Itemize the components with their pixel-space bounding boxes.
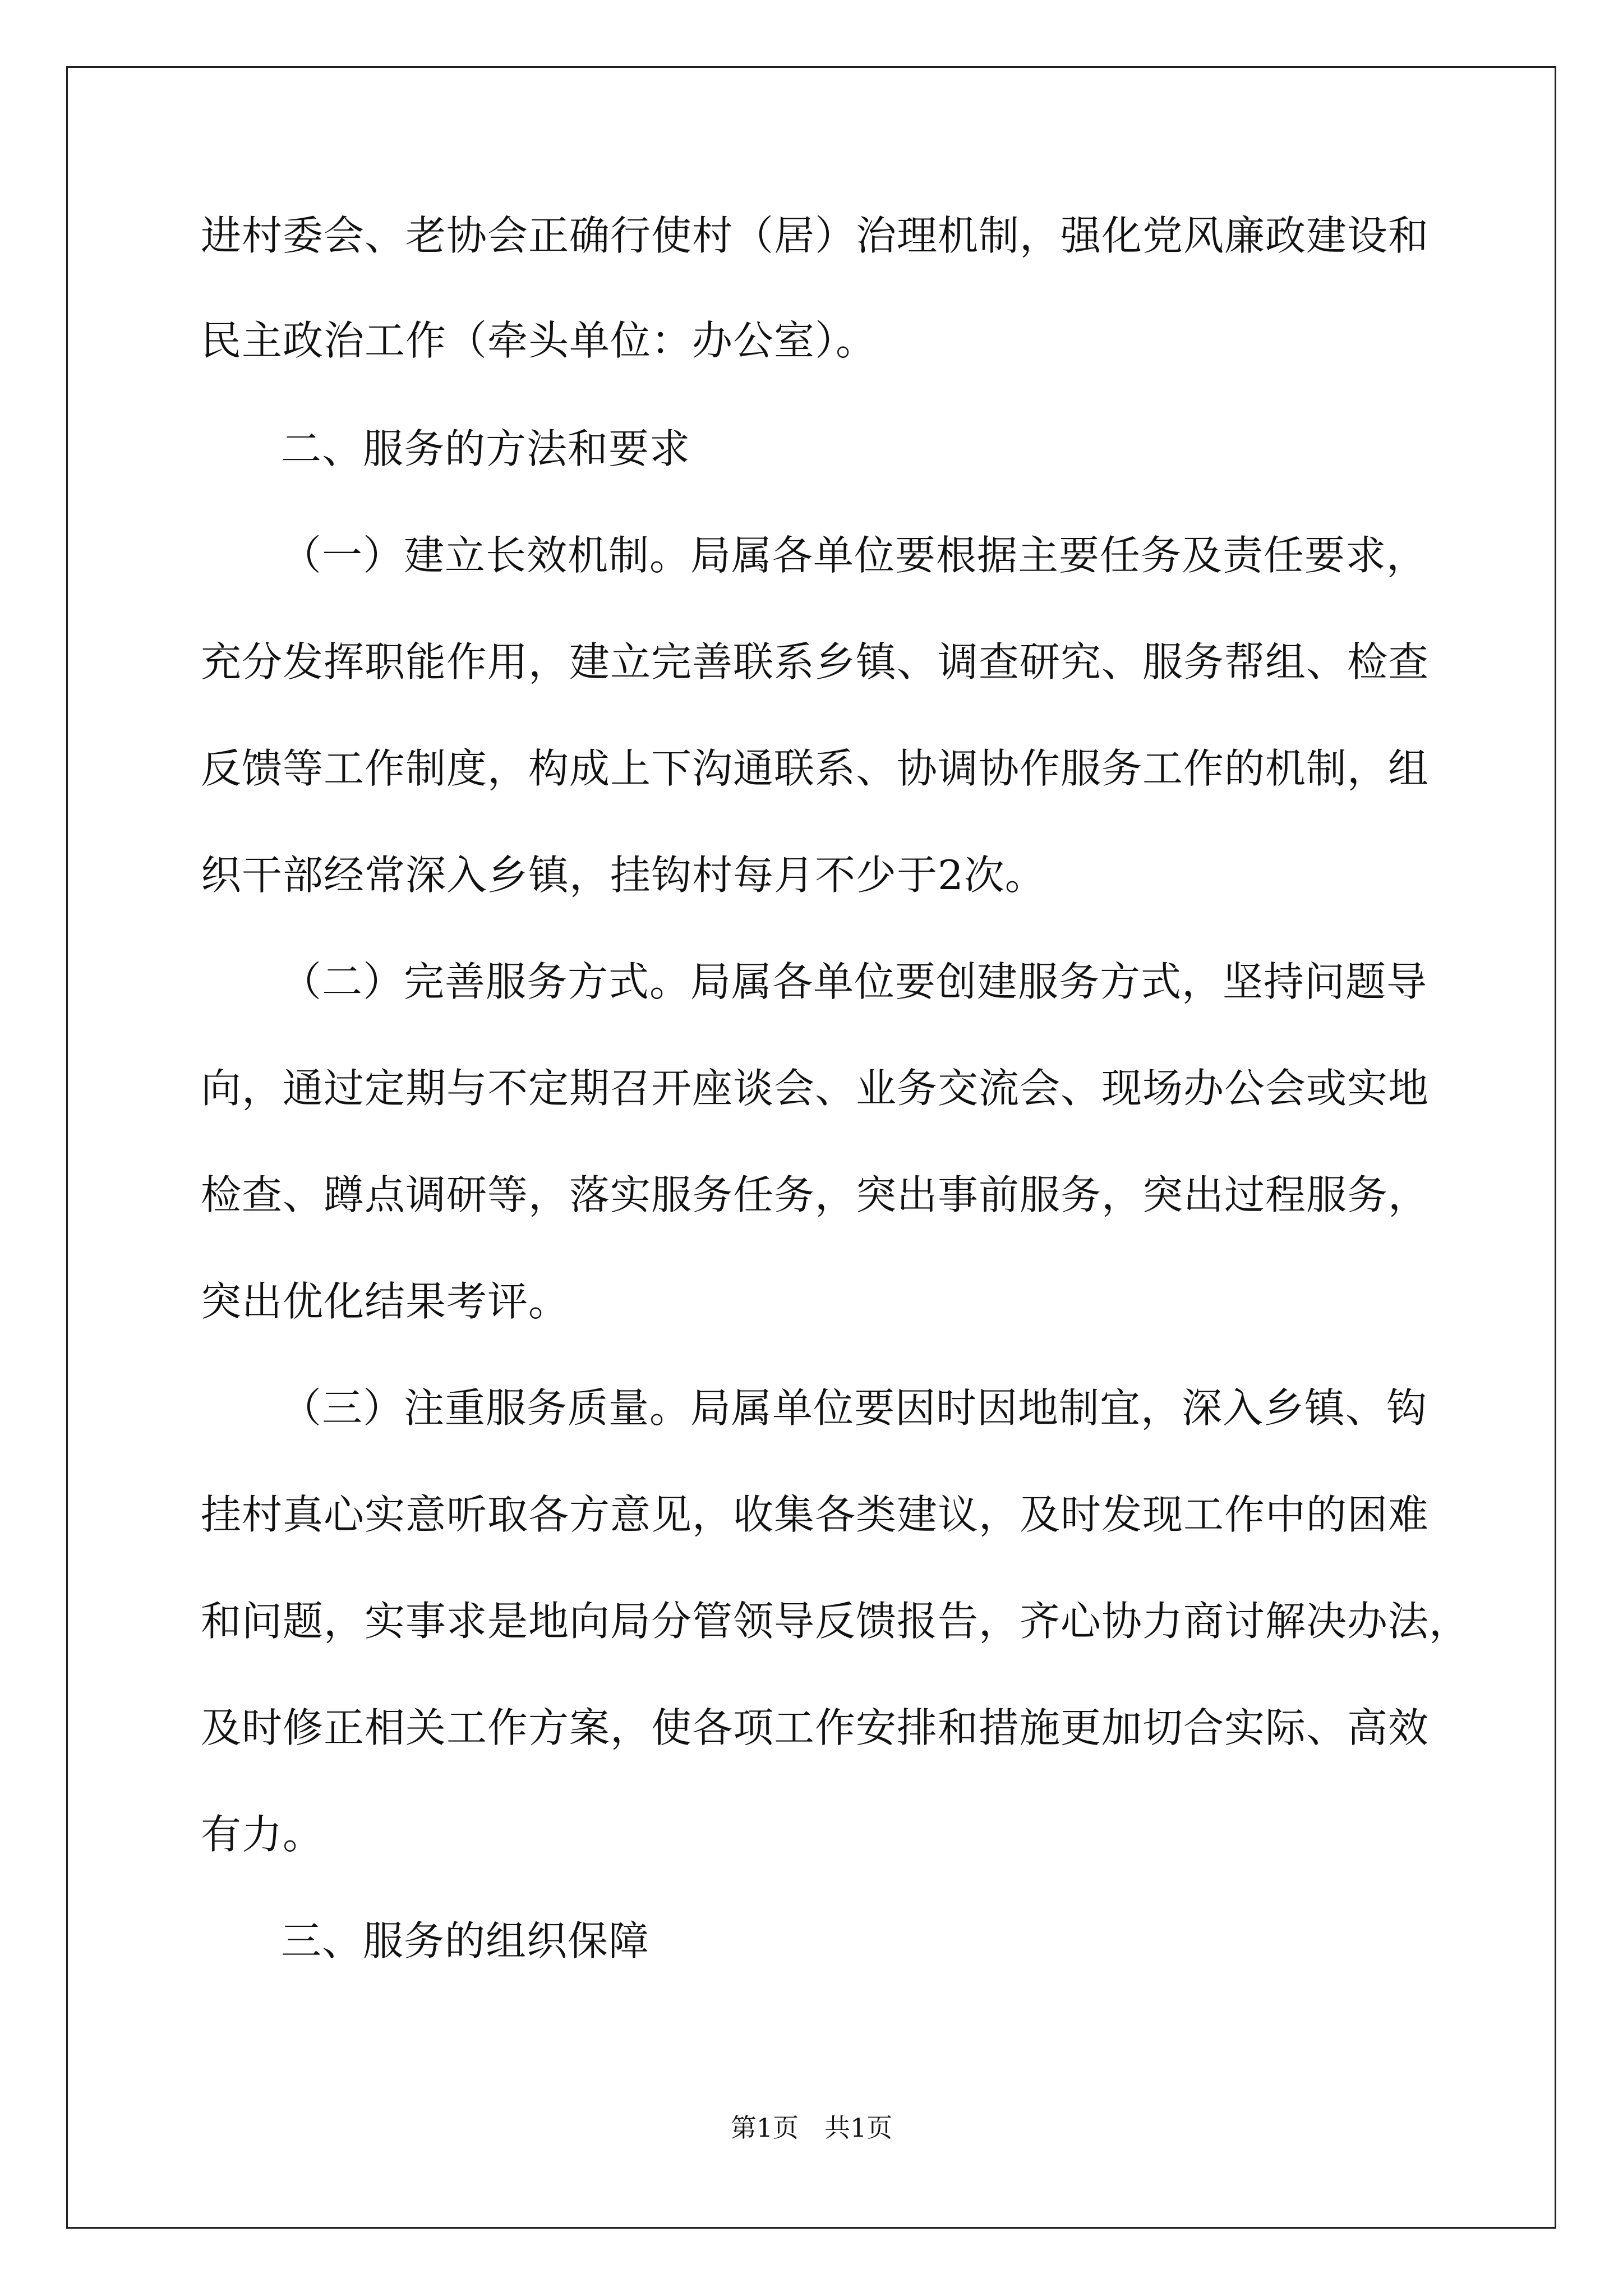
- text-line: （三）注重服务质量。局属单位要因时因地制宜，深入乡镇、钩: [281, 1384, 1428, 1432]
- text-line: 进村委会、老协会正确行使村（居）治理机制，强化党风廉政建设和: [201, 212, 1430, 259]
- text-line: （一）建立长效机制。局属各单位要根据主要任务及责任要求，: [281, 532, 1428, 579]
- text-line: 及时修正相关工作方案，使各项工作安排和措施更加切合实际、高效: [201, 1704, 1430, 1751]
- text-line: 和问题，实事求是地向局分管领导反馈报告，齐心协力商讨解决办法，: [201, 1598, 1470, 1645]
- text-line: 向，通过定期与不定期召开座谈会、业务交流会、现场办公会或实地: [201, 1065, 1430, 1112]
- text-line: 民主政治工作（牵头单位：办公室）。: [201, 317, 877, 364]
- text-line: 检查、蹲点调研等，落实服务任务，突出事前服务，突出过程服务，: [201, 1171, 1430, 1218]
- text-line: 突出优化结果考评。: [201, 1278, 570, 1325]
- text-line: 挂村真心实意听取各方意见，收集各类建议，及时发现工作中的困难: [201, 1491, 1430, 1538]
- text-line: 反馈等工作制度，构成上下沟通联系、协调协作服务工作的机制，组: [201, 745, 1430, 792]
- text-line: （二）完善服务方式。局属各单位要创建服务方式，坚持问题导: [281, 958, 1428, 1005]
- page-number-footer: 第1页 共1页: [730, 2113, 893, 2143]
- text-line: 织干部经常深入乡镇，挂钩村每月不少于2次。: [201, 852, 1046, 899]
- section-heading: 二、服务的方法和要求: [281, 425, 691, 472]
- page-frame: [66, 66, 1556, 2229]
- text-line: 充分发挥职能作用，建立完善联系乡镇、调查研究、服务帮组、检查: [201, 638, 1430, 685]
- text-line: 有力。: [201, 1811, 324, 1858]
- section-heading: 三、服务的组织保障: [281, 1917, 650, 1964]
